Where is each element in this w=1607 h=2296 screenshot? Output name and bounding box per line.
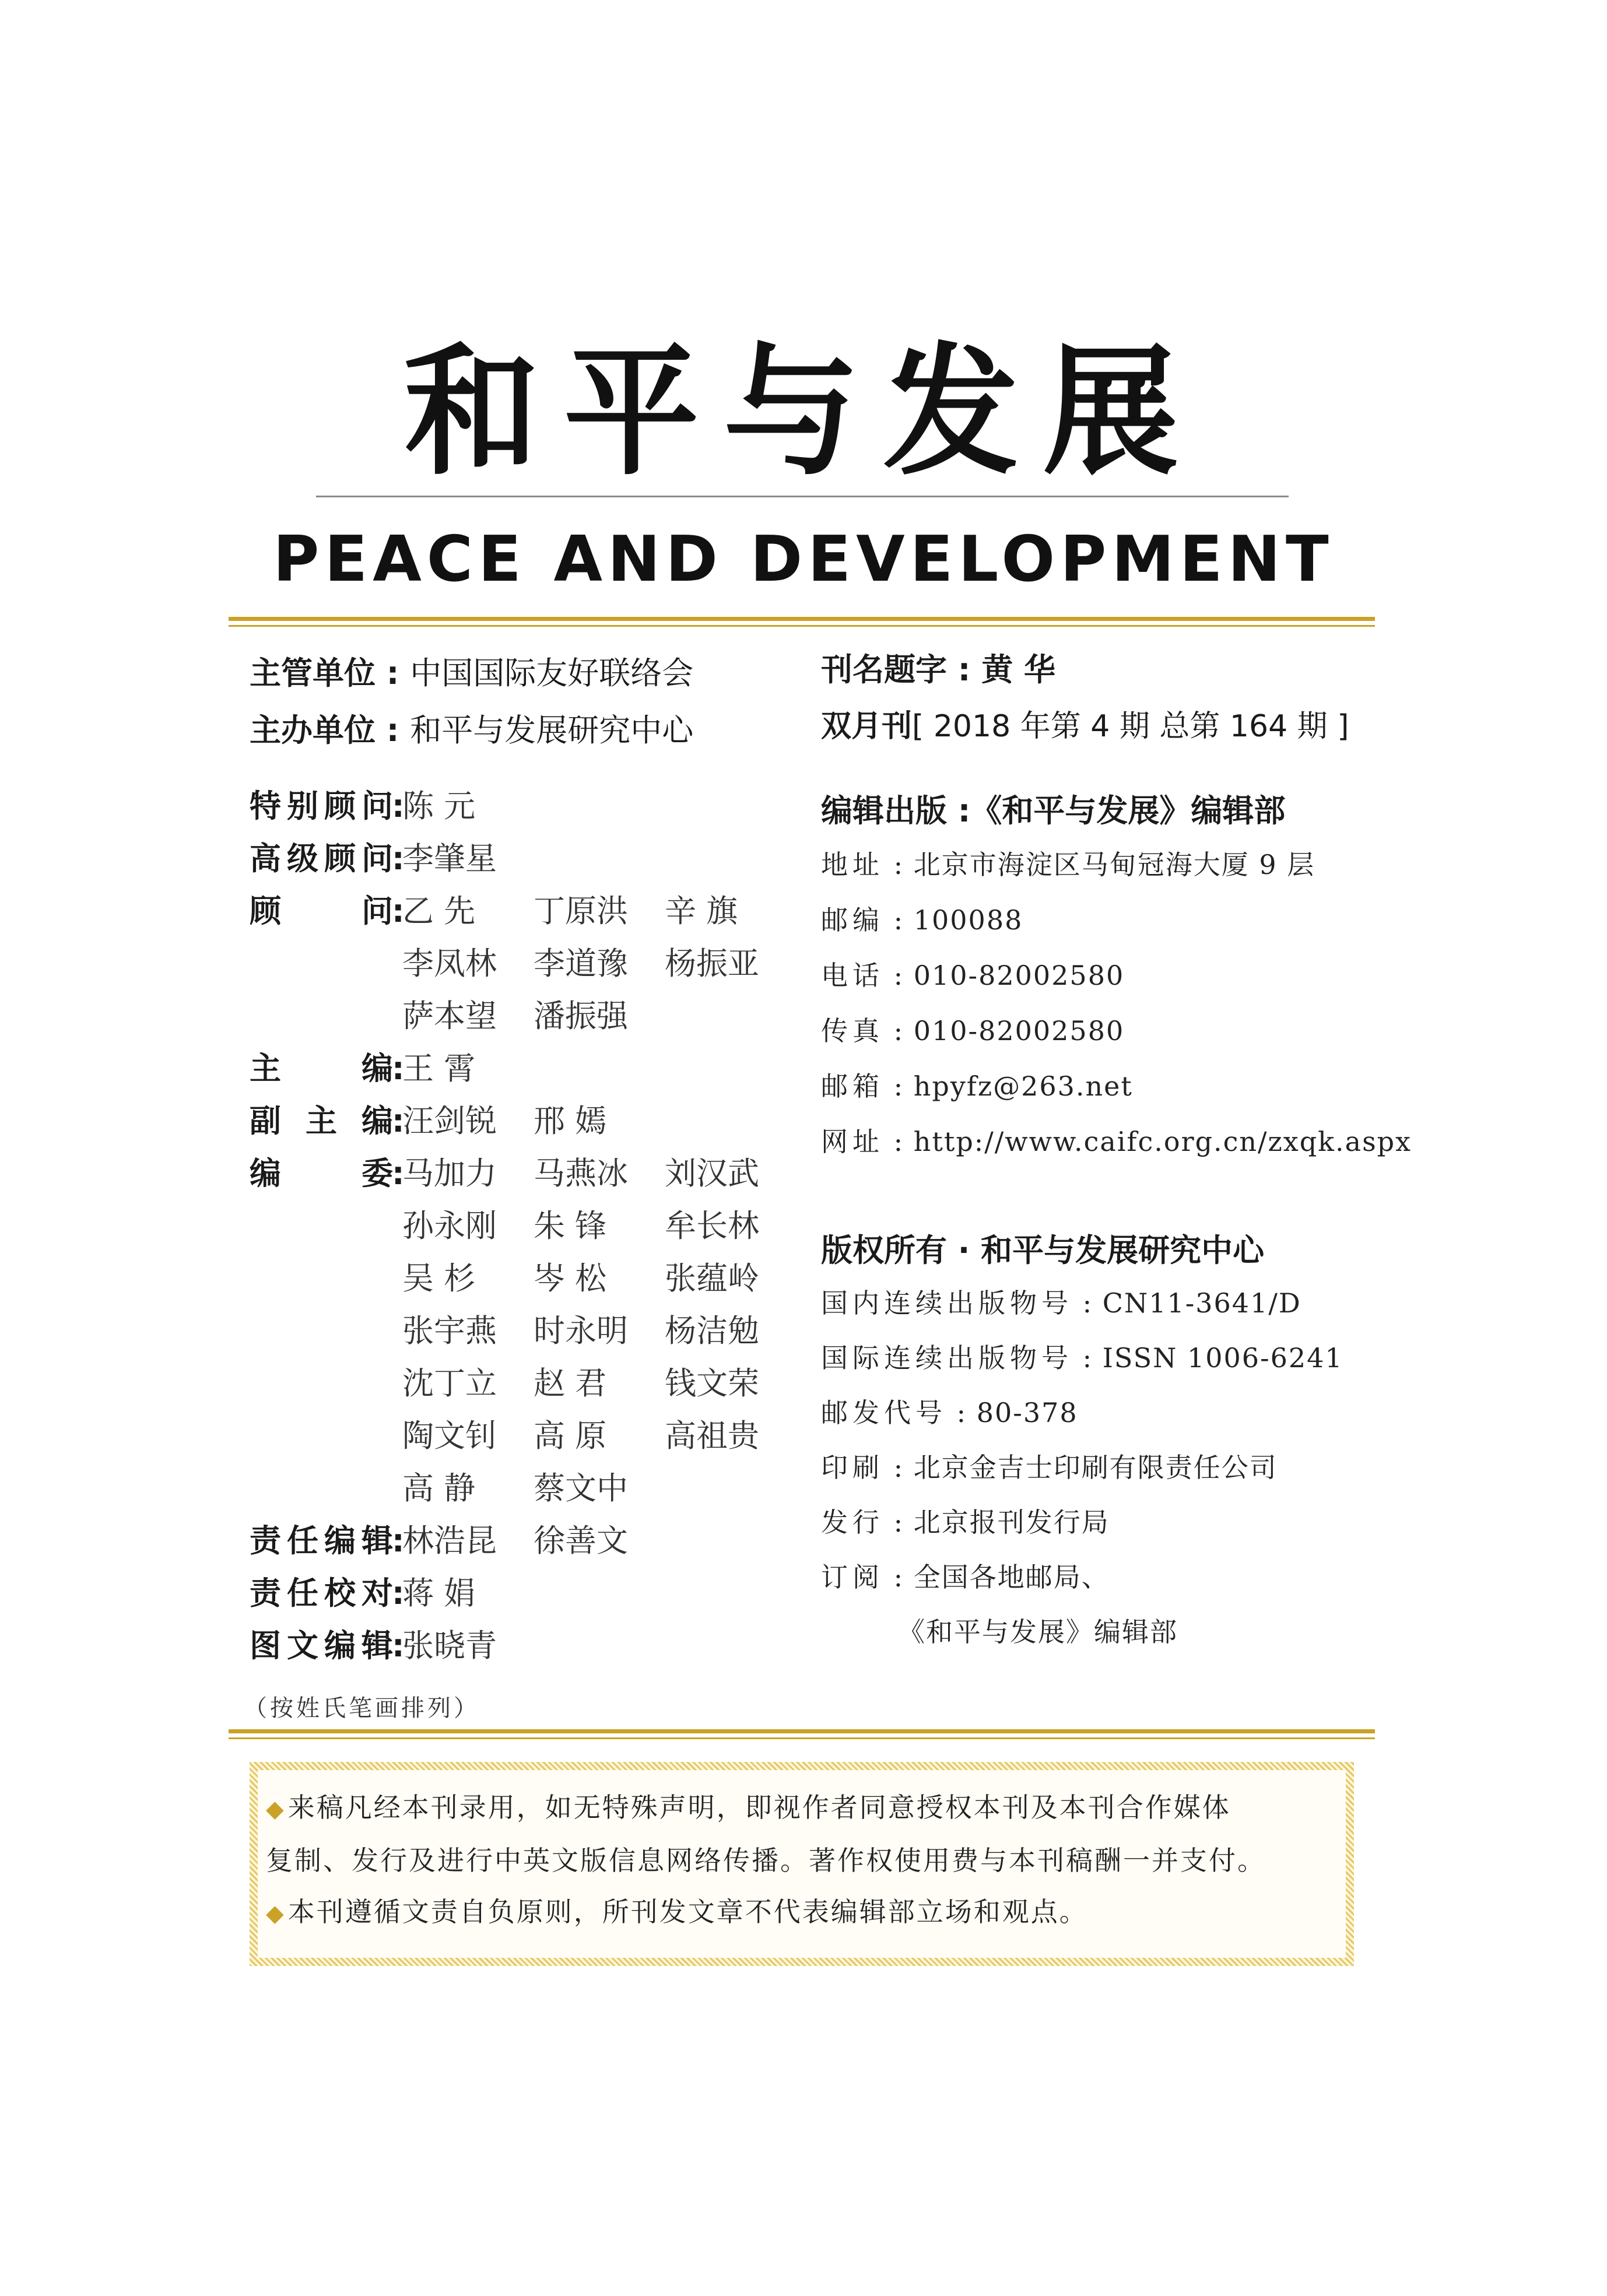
staff-colon: : [392, 1155, 405, 1192]
postcode-label: 邮编 [821, 904, 884, 936]
staff-name: 张宇燕 [402, 1312, 497, 1349]
postal-code-label: 邮发代号 [821, 1397, 947, 1428]
inscription-value: 黄 华 [981, 651, 1056, 688]
staff-name: 时永明 [534, 1312, 628, 1349]
website-label: 网址 [821, 1126, 884, 1157]
fax-value: 010-82002580 [913, 1015, 1125, 1047]
staff-sort-note: （按姓氏笔画排列） [244, 1695, 480, 1722]
address-value: 北京市海淀区马甸冠海大厦 9 层 [913, 849, 1315, 880]
staff-colon: : [392, 840, 405, 877]
staff-name: 李肇星 [402, 840, 497, 877]
title-divider [316, 496, 1289, 497]
supervisor-label: 主管单位 [250, 655, 376, 691]
subscription-value: 全国各地邮局、 [913, 1561, 1110, 1593]
staff-name: 朱 锋 [534, 1207, 607, 1244]
subscription-label: 订阅 [821, 1561, 884, 1593]
notice-text: 复制、发行及进行中英文版信息网络传播。著作权使用费与本刊稿酬一并支付。 [266, 1845, 1266, 1876]
notice-line [266, 1835, 1338, 1886]
staff-name: 陈 元 [402, 788, 476, 824]
domestic-serial-line: 国内连续出版物号 : CN11-3641/D [821, 1287, 1301, 1319]
staff-name: 丁原洪 [534, 893, 628, 929]
staff-name: 高祖贵 [665, 1417, 759, 1454]
staff-name: 高 原 [534, 1417, 607, 1454]
notice-text: 本刊遵循文责自负原则，所刊发文章不代表编辑部立场和观点。 [287, 1896, 1088, 1928]
staff-name: 王 霄 [402, 1050, 476, 1087]
phone-line: 电话 : 010-82002580 [821, 960, 1125, 991]
staff-colon: : [392, 788, 405, 824]
staff-label: 顾问 [250, 893, 393, 929]
staff-label: 图文编辑 [250, 1627, 393, 1664]
staff-colon: : [392, 1627, 405, 1664]
postcode-value: 100088 [913, 904, 1023, 936]
staff-colon: : [392, 1522, 405, 1559]
staff-colon: : [392, 1050, 405, 1087]
postcode-line: 邮编 : 100088 [821, 904, 1023, 936]
staff-label: 责任编辑 [250, 1522, 393, 1559]
staff-name: 钱文荣 [665, 1365, 759, 1402]
staff-name: 辛 旗 [665, 893, 738, 929]
issue-prefix: 双月刊 [821, 709, 913, 744]
diamond-bullet-icon: ◆ [266, 1796, 286, 1823]
staff-label: 特别顾问 [250, 788, 393, 824]
staff-name: 李凤林 [402, 945, 497, 982]
subscription-continued: 《和平与发展》编辑部 [898, 1616, 1178, 1648]
staff-name: 吴 杉 [402, 1260, 476, 1297]
staff-name: 杨洁勉 [665, 1312, 759, 1349]
notice-text: 来稿凡经本刊录用，如无特殊声明，即视作者同意授权本刊及本刊合作媒体 [287, 1792, 1231, 1823]
staff-name: 李道豫 [534, 945, 628, 982]
intl-serial-label: 国际连续出版物号 [821, 1342, 1073, 1374]
host-value: 和平与发展研究中心 [410, 712, 694, 749]
staff-name: 乙 先 [402, 893, 476, 929]
fax-line: 传真 : 010-82002580 [821, 1015, 1125, 1047]
editorial-heading: 编辑出版 :《和平与发展》编辑部 [821, 792, 1286, 829]
staff-name: 汪剑锐 [402, 1103, 497, 1139]
host-label: 主办单位 [250, 712, 376, 749]
staff-name: 邢 嫣 [534, 1103, 607, 1139]
staff-name: 马加力 [402, 1155, 497, 1192]
website-line: 网址 : http://www.caifc.org.cn/zxqk.aspx [821, 1126, 1412, 1157]
diamond-bullet-icon: ◆ [266, 1900, 286, 1927]
supervisor-line: 主管单位 : 中国国际友好联络会 [250, 655, 694, 691]
phone-value: 010-82002580 [913, 960, 1125, 991]
staff-colon: : [392, 1575, 405, 1612]
copyright-heading: 版权所有 · 和平与发展研究中心 [821, 1232, 1265, 1269]
staff-name: 张晓青 [402, 1627, 497, 1664]
staff-label: 副主编 [250, 1103, 393, 1139]
staff-name: 潘振强 [534, 998, 628, 1034]
distributor-value: 北京报刊发行局 [913, 1507, 1110, 1538]
inscription-label: 刊名题字 [821, 651, 947, 688]
phone-label: 电话 [821, 960, 884, 991]
inscription-line: 刊名题字 : 黄 华 [821, 651, 1056, 688]
staff-name: 蒋 娟 [402, 1575, 476, 1612]
staff-name: 马燕冰 [534, 1155, 628, 1192]
staff-label: 编委 [250, 1155, 393, 1192]
notice-box [250, 1762, 1354, 1966]
printer-value: 北京金吉士印刷有限责任公司 [913, 1452, 1278, 1483]
staff-colon: : [392, 893, 405, 929]
address-line: 地址 : 北京市海淀区马甸冠海大厦 9 层 [821, 849, 1315, 880]
website-link[interactable]: http://www.caifc.org.cn/zxqk.aspx [913, 1126, 1412, 1157]
notice-line [266, 1886, 1338, 1939]
gold-rule-top [229, 617, 1375, 627]
postal-code-line: 邮发代号 : 80-378 [821, 1397, 1078, 1428]
staff-label: 高级顾问 [250, 840, 393, 877]
issue-line [821, 711, 1349, 742]
staff-name: 杨振亚 [665, 945, 759, 982]
postal-code-value: 80-378 [976, 1397, 1078, 1428]
intl-serial-line: 国际连续出版物号 : ISSN 1006-6241 [821, 1342, 1343, 1374]
staff-label: 主编 [250, 1050, 393, 1087]
distributor-line: 发行 : 北京报刊发行局 [821, 1507, 1110, 1538]
email-line: 邮箱 : hpyfz@263.net [821, 1070, 1133, 1102]
staff-name: 赵 君 [534, 1365, 607, 1402]
staff-label: 责任校对 [250, 1575, 393, 1612]
address-label: 地址 [821, 849, 884, 880]
staff-name: 沈丁立 [402, 1365, 497, 1402]
subscription-line: 订阅 : 全国各地邮局、 [821, 1561, 1110, 1593]
intl-serial-value: ISSN 1006-6241 [1102, 1342, 1343, 1374]
staff-name: 张蕴岭 [665, 1260, 759, 1297]
domestic-serial-label: 国内连续出版物号 [821, 1287, 1073, 1319]
staff-name: 牟长林 [665, 1207, 759, 1244]
staff-name: 岑 松 [534, 1260, 607, 1297]
notice-line [266, 1782, 1338, 1835]
staff-name: 林浩昆 [402, 1522, 497, 1559]
printer-label: 印刷 [821, 1452, 884, 1483]
distributor-label: 发行 [821, 1507, 884, 1538]
email-label: 邮箱 [821, 1070, 884, 1102]
staff-name: 徐善文 [534, 1522, 628, 1559]
english-title: PEACE AND DEVELOPMENT [273, 523, 1334, 596]
gold-rule-bottom [229, 1729, 1375, 1739]
email-value[interactable]: hpyfz@263.net [913, 1070, 1133, 1102]
issue-text: [ 2018 年第 4 期 总第 164 期 ] [912, 709, 1349, 744]
staff-name: 高 静 [402, 1470, 476, 1507]
staff-name: 蔡文中 [534, 1470, 628, 1507]
supervisor-value: 中国国际友好联络会 [410, 655, 694, 691]
staff-name: 萨本望 [402, 998, 497, 1034]
printer-line: 印刷 : 北京金吉士印刷有限责任公司 [821, 1452, 1278, 1483]
staff-name: 孙永刚 [402, 1207, 497, 1244]
staff-name: 刘汉武 [665, 1155, 759, 1192]
staff-colon: : [392, 1103, 405, 1139]
fax-label: 传真 [821, 1015, 884, 1047]
domestic-serial-value: CN11-3641/D [1102, 1287, 1301, 1319]
staff-name: 陶文钊 [402, 1417, 497, 1454]
calligraphy-title: 和平与发展 [403, 328, 1203, 494]
host-line: 主办单位 : 和平与发展研究中心 [250, 712, 694, 749]
